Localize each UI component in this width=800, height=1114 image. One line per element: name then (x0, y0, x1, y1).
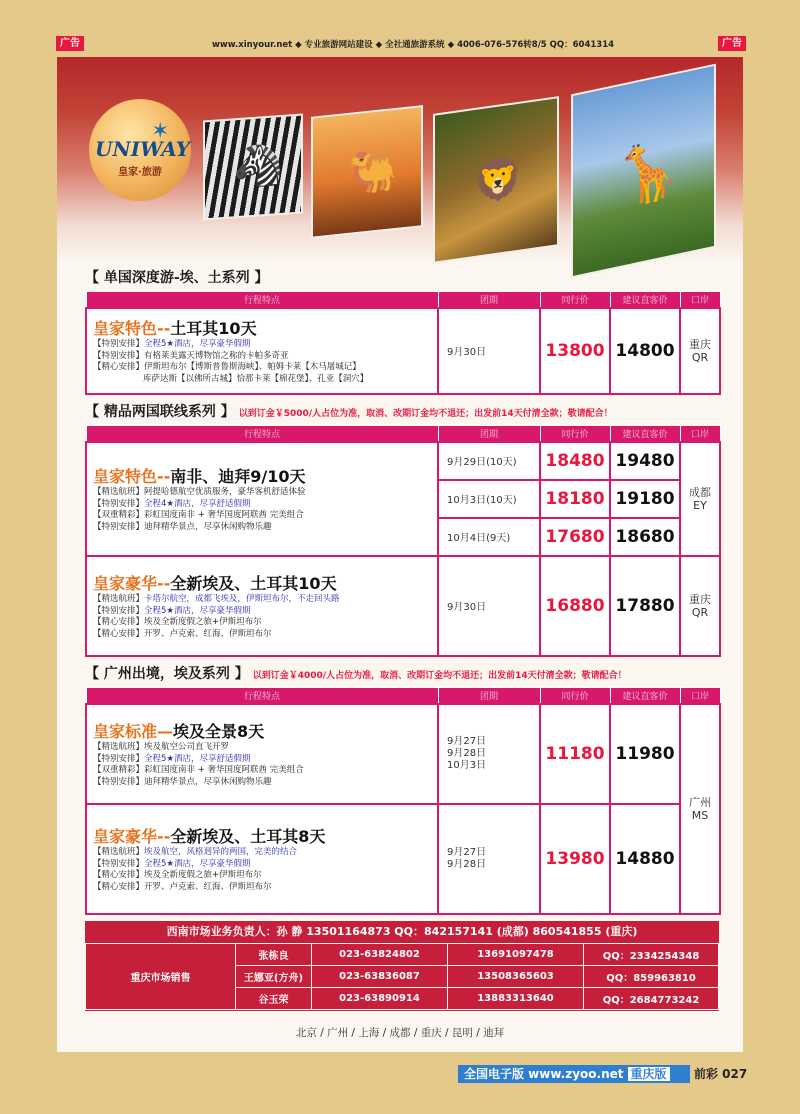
section-note: 以到订金￥5000/人占位为准，取消、改期订金均不退还；出发前14天付清全款；敬请配合！ (238, 409, 613, 419)
tour-table-3 (85, 687, 721, 915)
retail-price: 14800 (610, 308, 680, 394)
retail-price: 14880 (610, 804, 680, 914)
section-title-3 (85, 663, 627, 683)
giraffe-icon: 🦒 (613, 133, 683, 214)
table-header (86, 426, 720, 442)
retail-price: 19480 (610, 442, 680, 480)
tour-title: 皇家特色--南非、迪拜9/10天 (93, 467, 306, 486)
brand-subtitle: 皇家·旅游 (118, 167, 162, 178)
sales-group-label: 重庆市场销售 (86, 944, 236, 1010)
tour-table-1 (85, 291, 721, 395)
peer-price: 18480 (540, 442, 610, 480)
tour-line: 【精心安排】开罗、卢克索、红海、伊斯坦布尔 (93, 628, 272, 639)
peer-price: 18180 (540, 480, 610, 518)
tour-line: 【特别安排】有格莱美露天博物馆之称的卡帕多奇亚 (93, 350, 289, 361)
port: 广州 MS (680, 704, 720, 914)
group-date: 10月4日(9天) (438, 518, 540, 556)
col-group: 团期 (438, 292, 540, 308)
tour-features (86, 556, 438, 656)
group-dates: 9月27日 9月28日 (438, 804, 540, 914)
section-title-1 (85, 267, 269, 287)
tour-line: 【精选航班】埃及航空公司直飞开罗 (93, 742, 230, 752)
section-title-2 (85, 401, 613, 421)
contact-mobile: 13508365603 (448, 966, 584, 988)
tour-line: 【精选航班】埃及航空，风格迥异的两国，完美的结合 (93, 847, 298, 857)
contact-mobile: 13883313640 (448, 988, 584, 1010)
retail-price: 19180 (610, 480, 680, 518)
site-text: 全国电子版 www.zyoo.net (464, 1067, 624, 1081)
group-dates: 9月27日 9月28日 10月3日 (438, 704, 540, 804)
zebra-icon: 🦓 (233, 141, 283, 192)
retail-price: 18680 (610, 518, 680, 556)
table-header (86, 688, 720, 704)
peer-price: 13800 (540, 308, 610, 394)
office-cities: 北京 / 广州 / 上海 / 成都 / 重庆 / 昆明 / 迪拜 (295, 1027, 505, 1039)
group-date: 9月30日 (438, 556, 540, 656)
tour-line: 【特别安排】迪拜精华景点，尽享休闲购物乐趣 (93, 521, 272, 532)
top-ad-bar (0, 34, 800, 54)
tour-line: 【双重精彩】彩虹国度南非 + 奢华国度阿联酋 完美组合 (93, 765, 304, 775)
tour-features (86, 704, 438, 804)
tour-title: 皇家标准—埃及全景8天 (93, 722, 265, 741)
col-group: 团期 (438, 688, 540, 704)
table-header (86, 292, 720, 308)
contact-tel: 023-63824802 (312, 944, 448, 966)
tour-line: 库萨达斯【以佛所古城】恰那卡莱【棉花堡】、孔亚【洞穴】 (143, 373, 369, 384)
section-title-text: 【 精品两国联线系列 】 (85, 404, 235, 420)
col-port: 口岸 (680, 292, 720, 308)
contact-block (85, 921, 719, 1011)
group-date: 9月29日(10天) (438, 442, 540, 480)
site-link[interactable] (458, 1065, 690, 1083)
tour-line: 【精选航班】阿提哈德航空优质服务，豪华客机舒适体验 (93, 487, 306, 497)
contact-name: 谷玉荣 (236, 988, 312, 1010)
contact-qq: QQ：2334254348 (584, 944, 719, 966)
ad-sheet (57, 57, 743, 1052)
giraffe-photo (571, 64, 716, 279)
ad-tag-right: 广告 (718, 36, 746, 51)
group-date: 10月3日(10天) (438, 480, 540, 518)
tour-line: 【特别安排】全程4★酒店，尽享舒适假期 (93, 498, 251, 509)
port: 重庆 QR (680, 556, 720, 656)
lion-photo (433, 96, 559, 264)
tour-line: 【双重精彩】彩虹国度南非 + 奢华国度阿联酋 完美组合 (93, 510, 304, 520)
tour-line: 【特别安排】全程5★酒店，尽享豪华假期 (93, 605, 251, 616)
tour-line: 【特别安排】全程5★酒店，尽享舒适假期 (93, 753, 251, 764)
col-peer: 同行价 (540, 688, 610, 704)
edition-badge: 重庆版 (628, 1067, 670, 1081)
tour-title: 皇家豪华--全新埃及、土耳其8天 (93, 827, 326, 846)
tour-line: 【特别安排】全程5★酒店，尽享豪华假期 (93, 858, 251, 869)
peer-price: 11180 (540, 704, 610, 804)
peer-price: 13980 (540, 804, 610, 914)
col-retail: 建议直客价 (610, 292, 680, 308)
port: 成都 EY (680, 442, 720, 556)
tour-line: 【特别安排】迪拜精华景点，尽享休闲购物乐趣 (93, 776, 272, 787)
col-peer: 同行价 (540, 426, 610, 442)
tour-line: 【特别安排】全程5★酒店，尽享豪华假期 (93, 339, 251, 349)
retail-price: 11980 (610, 704, 680, 804)
zebra-photo (203, 114, 303, 221)
contact-mobile: 13691097478 (448, 944, 584, 966)
tour-features (86, 804, 438, 914)
tour-title: 皇家豪华--全新埃及、土耳其10天 (93, 574, 337, 593)
tour-table-2 (85, 425, 721, 657)
col-group: 团期 (438, 426, 540, 442)
contact-name: 王娜亚(方舟) (236, 966, 312, 988)
contact-tel: 023-63836087 (312, 966, 448, 988)
port: 重庆 QR (680, 308, 720, 394)
col-feature: 行程特点 (86, 426, 438, 442)
tour-line: 【精心安排】伊斯坦布尔【博斯普鲁斯海峡】、帕姆卡莱【木马屠城记】 (93, 362, 361, 372)
star-icon: ✶ (151, 119, 170, 144)
header-banner (57, 57, 743, 262)
col-retail: 建议直客价 (610, 426, 680, 442)
tour-row[interactable] (86, 804, 720, 914)
col-port: 口岸 (680, 426, 720, 442)
section-title-text: 【 广州出境，埃及系列 】 (85, 666, 249, 682)
retail-price: 17880 (610, 556, 680, 656)
contact-qq: QQ：859963810 (584, 966, 719, 988)
lion-icon: 🦁 (473, 154, 523, 208)
contact-row (86, 944, 719, 966)
brand-logo (89, 99, 191, 201)
section-title-text: 【 单国深度游-埃、土系列 】 (85, 270, 269, 286)
contact-headline: 西南市场业务负责人：孙 静 13501164873 QQ：842157141 (成都) 860541855 (重庆) (166, 925, 638, 938)
col-retail: 建议直客价 (610, 688, 680, 704)
col-port: 口岸 (680, 688, 720, 704)
col-peer: 同行价 (540, 292, 610, 308)
contact-name: 张栋良 (236, 944, 312, 966)
tour-row[interactable] (86, 442, 720, 480)
tour-title: 皇家特色--土耳其10天 (93, 319, 257, 338)
tour-features (86, 442, 438, 556)
camel-icon: 🐫 (347, 146, 397, 199)
contact-qq: QQ：2684773242 (584, 988, 719, 1010)
brand-name: UNIWAY (95, 137, 191, 161)
tour-line: 【精选航班】卡塔尔航空，成都飞埃及，伊斯坦布尔，不走回头路 (93, 594, 340, 604)
tour-row[interactable] (86, 556, 720, 656)
tour-line: 【精心安排】埃及全新度假之旅+伊斯坦布尔 (93, 870, 262, 880)
tour-row[interactable] (86, 308, 720, 394)
sales-contacts (85, 943, 719, 1010)
page-number: 前彩 027 (694, 1067, 748, 1081)
section-note: 以到订金￥4000/人占位为准，取消、改期订金均不退还；出发前14天付清全款；敬请配合！ (252, 671, 627, 681)
tour-line: 【精心安排】埃及全新度假之旅+伊斯坦布尔 (93, 617, 262, 627)
peer-price: 17680 (540, 518, 610, 556)
peer-price: 16880 (540, 556, 610, 656)
tour-line: 【精心安排】开罗、卢克索、红海、伊斯坦布尔 (93, 881, 272, 892)
camel-photo (311, 105, 423, 239)
tour-row[interactable] (86, 704, 720, 804)
tour-features (86, 308, 438, 394)
contact-tel: 023-63890914 (312, 988, 448, 1010)
col-feature: 行程特点 (86, 688, 438, 704)
group-date: 9月30日 (438, 308, 540, 394)
top-banner-text: www.xinyour.net ◆ 专业旅游网站建设 ◆ 全社通旅游系统 ◆ 4006-076-576转8/5 QQ：6041314 (212, 40, 615, 50)
col-feature: 行程特点 (86, 292, 438, 308)
ad-tag-left: 广告 (56, 36, 84, 51)
